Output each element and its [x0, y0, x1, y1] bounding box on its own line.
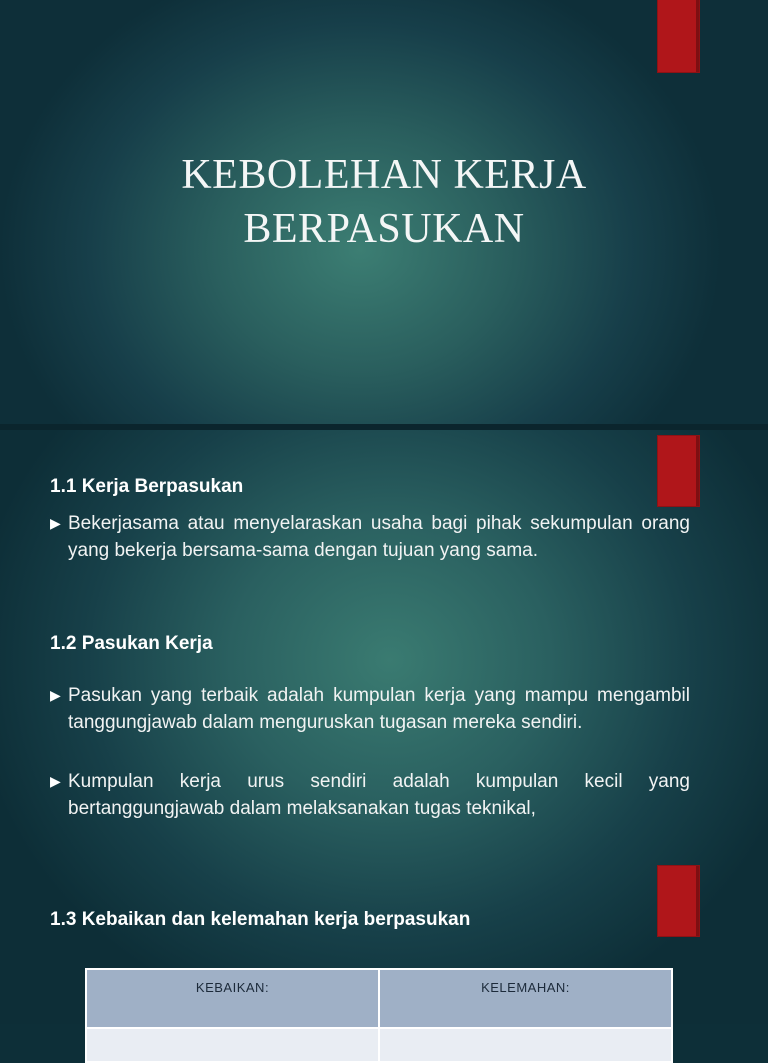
- table-cell: [379, 1028, 672, 1062]
- red-accent-tab: [658, 436, 699, 506]
- table-header-kelemahan: KELEMAHAN:: [379, 969, 672, 1028]
- red-accent-tab: [658, 0, 699, 72]
- section-heading-2: 1.2 Pasukan Kerja: [50, 633, 213, 654]
- red-accent-tab: [658, 866, 699, 936]
- bullet-text: Kumpulan kerja urus sendiri adalah kumpulan kecil yang bertanggungjawab dalam melaksanakan tugas teknikal,: [68, 771, 690, 819]
- bullet-arrow-icon: ▶: [50, 687, 61, 703]
- table-row: [86, 1028, 672, 1062]
- slide-title: [0, 148, 768, 256]
- bullet-arrow-icon: ▶: [50, 515, 61, 531]
- table-header-kebaikan: KEBAIKAN:: [86, 969, 379, 1028]
- bullet-item: [50, 510, 690, 564]
- bullet-text: Bekerjasama atau menyelaraskan usaha bagi pihak sekumpulan orang yang bekerja bersama-sama dengan tujuan yang sama.: [68, 513, 690, 561]
- section-heading-1: 1.1 Kerja Berpasukan: [50, 476, 244, 497]
- table-cell: [86, 1028, 379, 1062]
- title-line-1: KEBOLEHAN KERJA: [181, 152, 587, 198]
- table-header-row: [86, 969, 672, 1028]
- bullet-text: Pasukan yang terbaik adalah kumpulan kerja yang mampu mengambil tanggungjawab dalam menguruskan tugasan mereka sendiri.: [68, 685, 690, 733]
- bullet-item: [50, 768, 690, 822]
- bullet-item: [50, 682, 690, 736]
- pros-cons-table: [85, 968, 673, 1063]
- section-heading-3: 1.3 Kebaikan dan kelemahan kerja berpasukan: [50, 909, 471, 930]
- bullet-arrow-icon: ▶: [50, 773, 61, 789]
- title-line-2: BERPASUKAN: [243, 206, 525, 252]
